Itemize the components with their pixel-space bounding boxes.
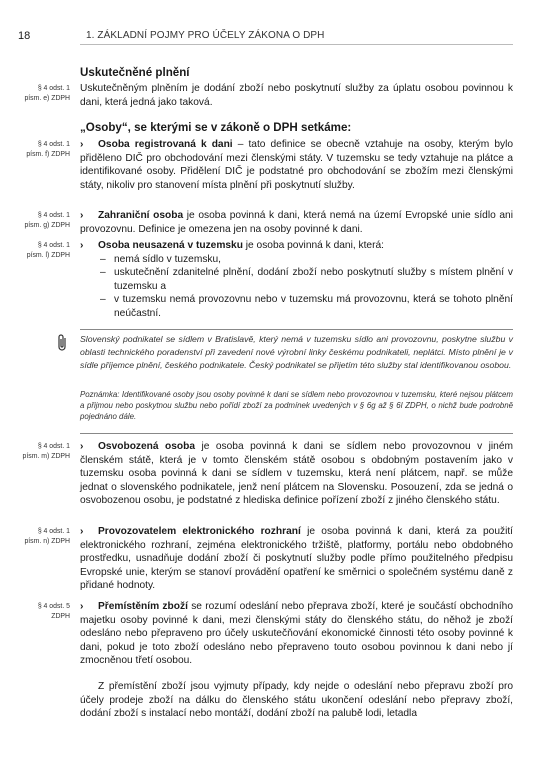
margin-note <box>4 211 70 231</box>
term: Zahraniční osoba <box>98 210 184 221</box>
margin-note <box>4 241 70 261</box>
example-note: Slovenský podnikatel se sídlem v Bratislavě, který nemá v tuzemsku sídlo ani provozovnu, poskytne službu v oblasti technického poradenství při zavedení nové výrobní linky českému podnikateli, neplátci. Místo plnění je v sídle příjemce plnění, českého podnikatele. Český podnikatel se přijetím této služby stal identifikovanou osobou. <box>80 334 513 371</box>
definition-text: je osoba povinná k dani, která nemá na území Evropské unie sídlo ani provozovnu. Definice je omezena jen na osoby povinné k dani. <box>80 210 513 235</box>
term: Osoba registrovaná k dani <box>98 139 233 150</box>
chevron-right-icon: › <box>80 139 84 150</box>
margin-line: písm. m) ZDPH <box>22 453 70 460</box>
definition-item <box>80 239 513 321</box>
term: Osoba neusazená v tuzemsku <box>98 240 243 251</box>
margin-line: § 4 odst. 1 <box>37 443 70 450</box>
list-item: – v tuzemsku nemá provozovnu nebo v tuzemsku má provozovnu, která se tohoto plnění neúčastní. <box>98 293 513 320</box>
definition-text: se rozumí odeslání nebo přeprava zboží, které je součástí obchodního majetku osoby povinné k dani, mezi členskými státy do členského státu, do něhož je zboží odesláno nebo přepraveno pro účely uskutečňování ekonomické činnosti této osoby povinné k dani, pokud je toto zboží odesláno nebo přepraveno touto osobou povinnou k dani nebo jí zmocněnou třetí osobou. <box>80 601 513 667</box>
section-heading-osoby: „Osoby“, se kterými se v zákoně o DPH setkáme: <box>80 121 352 134</box>
margin-line: ZDPH <box>51 613 70 620</box>
definition-item <box>80 209 513 236</box>
section-heading-uskutecnene: Uskutečněné plnění <box>80 66 190 79</box>
margin-line: písm. n) ZDPH <box>24 538 70 545</box>
term: Provozovatelem elektronického rozhraní <box>98 526 301 537</box>
definition-text: je osoba povinná k dani se sídlem nebo provozovnou v jiném členském státě, která je v tomto členském státě osobou s obdobným postavením jako v tuzemsku osoba povinná k dani se sídlem v tuzemsku, která není plátcem, např. se může jednat o slovenského podnikatele, jenž není plátcem na Slovensku. Posouzení, zda se jedná o osvobozenou osobu, je podstatné z hlediska definice pořízení zboží z jiného členského státu. <box>80 441 513 507</box>
chevron-right-icon: › <box>80 240 84 251</box>
chevron-right-icon: › <box>80 210 84 221</box>
note-bottom-rule <box>80 433 513 434</box>
definition-item <box>80 600 513 668</box>
chevron-right-icon: › <box>80 441 84 452</box>
definition-item <box>80 138 513 192</box>
note-top-rule <box>80 329 513 330</box>
poznamka-note: Poznámka: Identifikované osoby jsou osoby povinné k dani se sídlem nebo provozovnou v tuzemsku, které nejsou plátcem a přijmou nebo poskytnou službu nebo pořídí zboží za podmínek uvedených v § 6g až § 6l ZDPH, o nichž bude podrobně pojednáno dále. <box>80 390 513 422</box>
margin-line: písm. l) ZDPH <box>26 252 70 259</box>
margin-line: § 4 odst. 1 <box>37 528 70 535</box>
margin-line: písm. e) ZDPH <box>24 95 70 102</box>
margin-line: § 4 odst. 1 <box>37 141 70 148</box>
closing-paragraph: Z přemístění zboží jsou vyjmuty případy, kdy nejde o odeslání nebo přepravu zboží pro účely prodeje zboží na dálku do členského státu ukončení odeslání nebo přepravy zboží, dodání zboží s instalací nebo montáží, dodání zboží na palubě lodi, letadla <box>80 681 513 720</box>
page-number: 18 <box>18 30 31 42</box>
definition-item <box>80 440 513 508</box>
margin-line: § 4 odst. 1 <box>37 242 70 249</box>
running-header: 1. ZÁKLADNÍ POJMY PRO ÚČELY ZÁKONA O DPH <box>86 30 325 41</box>
list-item: – nemá sídlo v tuzemsku, <box>98 253 513 267</box>
margin-note <box>4 602 70 622</box>
margin-note <box>4 442 70 462</box>
definition-text: je osoba povinná k dani, která: <box>242 240 384 251</box>
margin-note <box>4 84 70 104</box>
chevron-right-icon: › <box>80 601 84 612</box>
paragraph: Uskutečněným plněním je dodání zboží nebo poskytnutí služby za úplatu osobou povinnou k dani, která jedná jako taková. <box>80 83 513 108</box>
definition-item <box>80 525 513 593</box>
list-item: – uskutečnění zdanitelné plnění, dodání zboží nebo poskytnutí služby s místem plnění v tuzemsku a <box>98 266 513 293</box>
term: Osvobozená osoba <box>98 441 196 452</box>
margin-line: § 4 odst. 5 <box>37 603 70 610</box>
margin-note <box>4 140 70 160</box>
definition-text: – tato definice se obecně vztahuje na osoby, kterým bylo přiděleno DIČ pro obchodování mezi členskými státy. V tuzemsku se tedy vztahuje na plátce a identifikované osoby. Přidělení DIČ je podstatné pro obchodování se zbožím mezi členskými státy, nikoliv pro stanovení místa plnění při poskytnutí služby. <box>80 139 514 191</box>
margin-line: § 4 odst. 1 <box>37 85 70 92</box>
condition-list <box>98 253 513 321</box>
margin-line: písm. f) ZDPH <box>26 151 70 158</box>
chevron-right-icon: › <box>80 526 84 537</box>
margin-line: písm. g) ZDPH <box>24 222 70 229</box>
term: Přemístěním zboží <box>98 601 188 612</box>
margin-line: § 4 odst. 1 <box>37 212 70 219</box>
definition-text: je osoba povinná k dani, která za použití elektronického rozhraní, zejména elektronického tržiště, platformy, portálu nebo obdobného prostředku, usnadňuje dodání zboží či poskytnutí služby podle přímo použitelného předpisu Evropské unie, kterým se stanoví provádění opatření ke směrnici o společném systému daně z přidané hodnoty. <box>80 526 514 592</box>
paperclip-icon <box>56 334 70 352</box>
header-rule <box>80 44 513 45</box>
margin-note <box>4 527 70 547</box>
